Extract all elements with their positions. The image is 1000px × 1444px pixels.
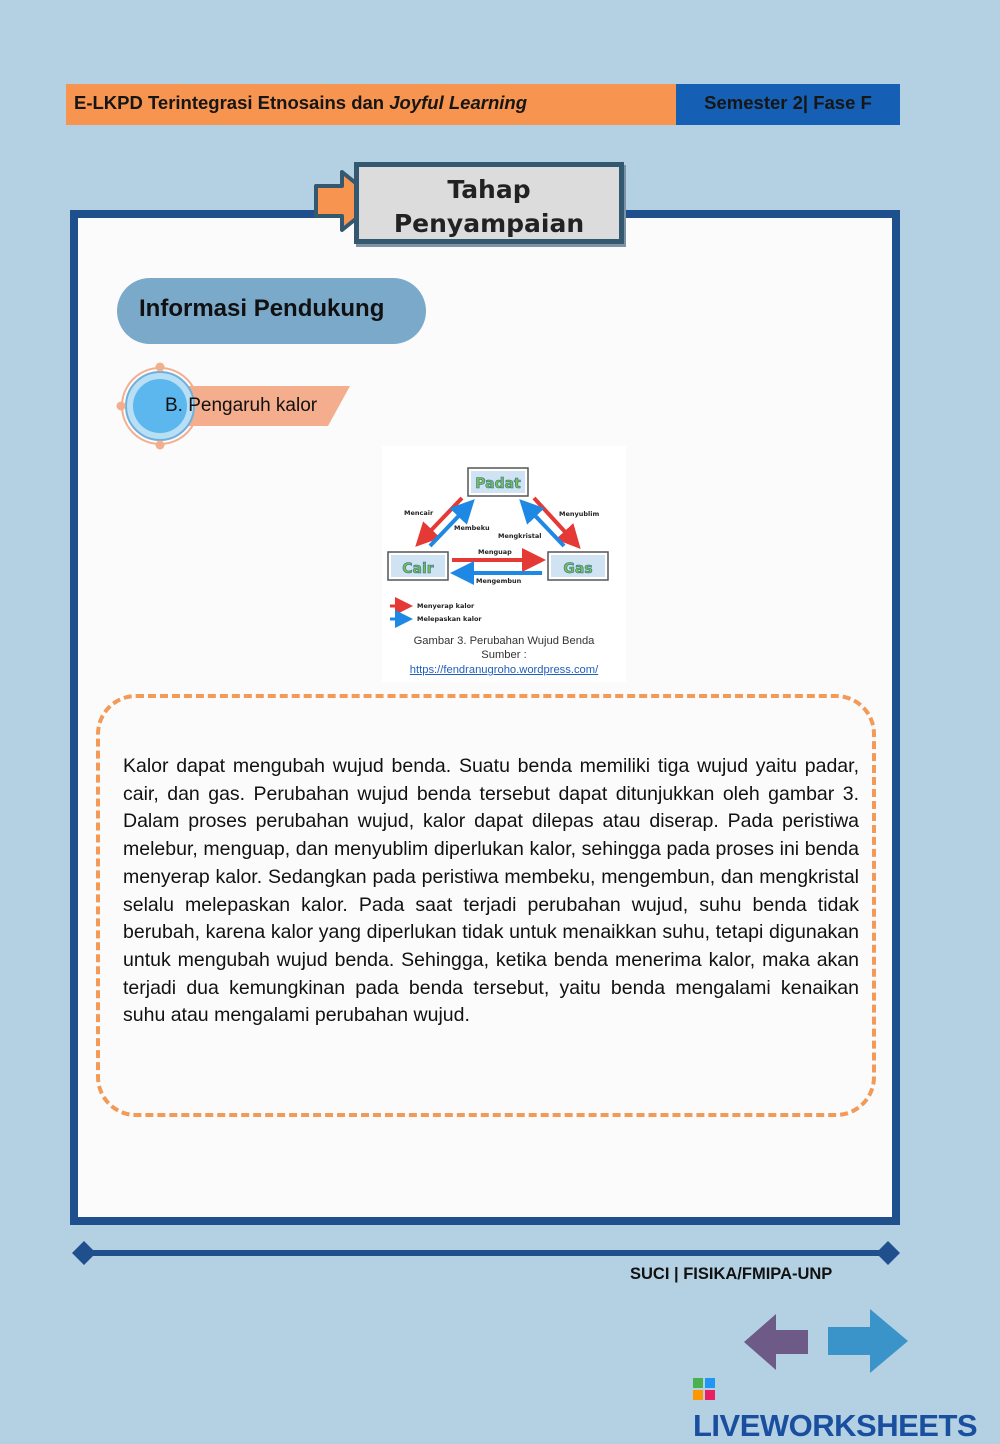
figure-caption: Gambar 3. Perubahan Wujud Benda bbox=[413, 635, 595, 647]
prev-page-button[interactable] bbox=[742, 1312, 810, 1372]
stage-title-line1: Tahap bbox=[447, 175, 531, 204]
label-evaporate: Menguap bbox=[478, 548, 512, 556]
stage-title-box bbox=[354, 162, 624, 244]
document-header-title bbox=[66, 84, 676, 125]
brand-logo bbox=[693, 1372, 1000, 1444]
arrow-left-icon bbox=[744, 1314, 808, 1370]
brand-name: LIVEWORKSHEETS bbox=[693, 1408, 978, 1443]
node-solid-label: Padat bbox=[475, 476, 521, 492]
node-gas-label: Gas bbox=[563, 561, 593, 577]
phase-change-figure bbox=[382, 446, 626, 682]
phase-change-diagram bbox=[382, 446, 626, 631]
figure-source-label: Sumber : bbox=[481, 649, 527, 661]
label-melt: Mencair bbox=[404, 509, 434, 517]
figure-source-link[interactable]: https://fendranugroho.wordpress.com/ bbox=[409, 664, 599, 676]
arrow-right-icon bbox=[828, 1309, 908, 1373]
node-liquid bbox=[388, 552, 448, 580]
header-title-prefix: E-LKPD Terintegrasi Etnosains dan bbox=[74, 92, 390, 113]
stage-title-line2: Penyampaian bbox=[393, 209, 585, 238]
legend-release-label: Melepaskan kalor bbox=[417, 615, 482, 623]
liveworksheets-logo-icon bbox=[693, 1378, 715, 1400]
legend-absorb-label: Menyerap kalor bbox=[417, 602, 475, 610]
node-solid bbox=[468, 468, 528, 496]
next-page-button[interactable] bbox=[826, 1307, 910, 1375]
semester-label: Semester 2| Fase F bbox=[676, 84, 900, 125]
footer-credit: SUCI | FISIKA/FMIPA-UNP bbox=[630, 1265, 833, 1283]
node-gas bbox=[548, 552, 608, 580]
explanation-text: Kalor dapat mengubah wujud benda. Suatu benda memiliki tiga wujud yaitu padar, cair, dan gas. Perubahan wujud benda tersebut dapat ditunjukkan oleh gambar 3. Dalam proses perubahan wujud, kalor dapat dilepas atau diserap. Pada peristiwa melebur, menguap, dan menyublim diperlukan kalor, sehingga pada proses ini benda menyerap kalor. Sedangkan pada peristiwa membeku, mengembun, dan mengkristal selalu melepaskan kalor. Pada saat terjadi perubahan wujud, suhu benda tidak berubah, karena kalor yang diperlukan tidak untuk menaikkan suhu, tetapi digunakan untuk mengubah wujud benda. Sehingga, ketika benda menerima kalor, maka akan terjadi dua kemungkinan pada benda tersebut, yaitu benda mengalami kenaikan suhu atau mengalami perubahan wujud. bbox=[123, 755, 859, 1027]
label-sublimate: Menyublim bbox=[559, 510, 600, 518]
node-liquid-label: Cair bbox=[402, 561, 434, 577]
footer-divider bbox=[70, 1238, 902, 1268]
explanation-box bbox=[96, 694, 876, 1117]
label-condense: Mengembun bbox=[476, 577, 522, 585]
header-title-italic: Joyful Learning bbox=[389, 92, 527, 113]
label-freeze: Membeku bbox=[454, 524, 490, 532]
section-pill: Informasi Pendukung bbox=[117, 278, 426, 344]
subsection-title: B. Pengaruh kalor bbox=[165, 395, 318, 416]
label-deposit: Mengkristal bbox=[498, 532, 542, 540]
